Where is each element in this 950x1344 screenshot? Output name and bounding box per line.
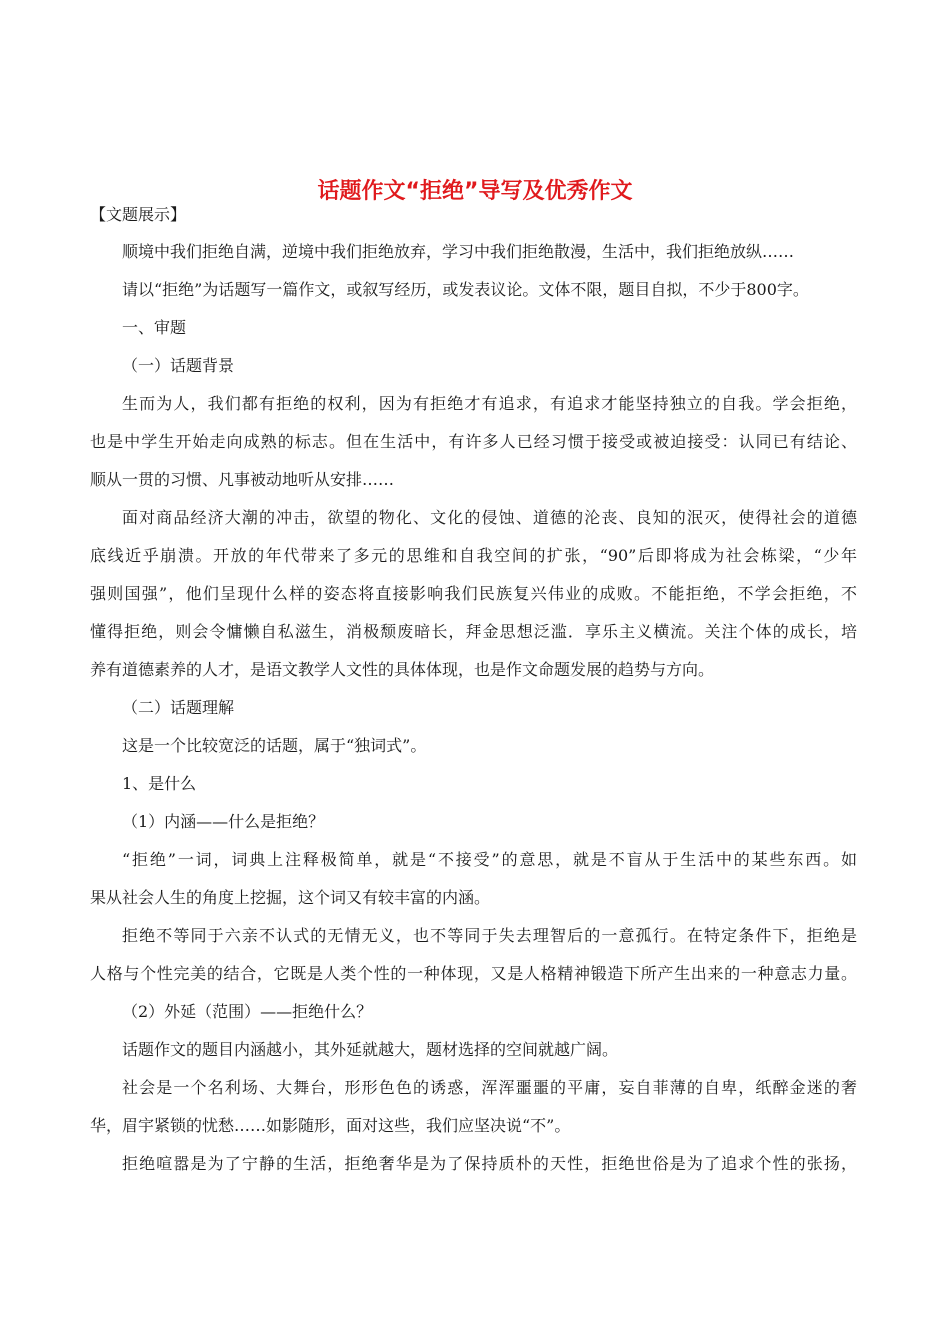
paragraph-line: 顺从一贯的习惯、凡事被动地听从安排…… <box>90 470 395 489</box>
document-title: 话题作文“拒绝”导写及优秀作文 <box>317 179 633 204</box>
paragraph-line: 面对商品经济大潮的冲击，欲望的物化、文化的侵蚀、道德的沦丧、良知的泯灭，使得社会的道德 <box>122 508 857 527</box>
section-heading: 一、审题 <box>122 318 187 337</box>
paragraph-line: 拒绝不等同于六亲不认式的无情无义，也不等同于失去理智后的一意孤行。在特定条件下，拒绝是 <box>122 926 857 945</box>
list-subheading: （1）内涵——什么是拒绝？ <box>122 812 325 831</box>
paragraph-line: 底线近乎崩溃。开放的年代带来了多元的思维和自我空间的扩张，“90”后即将成为社会栋梁，“少年 <box>90 546 857 565</box>
paragraph-line: 懂得拒绝，则会令慵懒自私滋生，消极颓废暗长，拜金思想泛滥．享乐主义横流。关注个体的成长，培 <box>90 622 857 641</box>
paragraph-line: 这是一个比较宽泛的话题，属于“独词式”。 <box>122 736 427 755</box>
paragraph-line: 社会是一个名利场、大舞台，形形色色的诱惑，浑浑噩噩的平庸，妄自菲薄的自卑，纸醉金迷的奢 <box>122 1078 857 1097</box>
paragraph-line: 养有道德素养的人才，是语文教学人文性的具体体现，也是作文命题发展的趋势与方向。 <box>90 660 715 679</box>
list-subheading: （2）外延（范围）——拒绝什么？ <box>122 1002 373 1021</box>
paragraph-line: 强则国强”，他们呈现什么样的姿态将直接影响我们民族复兴伟业的成败。不能拒绝，不学会拒绝，不 <box>90 584 857 603</box>
paragraph-line: 果从社会人生的角度上挖掘，这个词又有较丰富的内涵。 <box>90 888 491 907</box>
section-heading-topic-display: 【文题展示】 <box>90 205 187 224</box>
list-heading: 1、是什么 <box>122 774 197 793</box>
document-body <box>90 206 865 1174</box>
paragraph-line: 人格与个性完美的结合，它既是人类个性的一种体现，又是人格精神锻造下所产生出来的一种意志力量。 <box>90 964 857 983</box>
paragraph-line: “拒绝”一词，词典上注释极简单，就是“不接受”的意思，就是不盲从于生活中的某些东西。如 <box>122 850 857 869</box>
paragraph-line: 也是中学生开始走向成熟的标志。但在生活中，有许多人已经习惯于接受或被迫接受：认同已有结论、 <box>90 432 857 451</box>
paragraph-line: 请以“拒绝”为话题写一篇作文，或叙写经历，或发表议论。文体不限，题目自拟，不少于800字。 <box>122 280 809 299</box>
paragraph-line: 顺境中我们拒绝自满，逆境中我们拒绝放弃，学习中我们拒绝散漫，生活中，我们拒绝放纵…… <box>122 242 795 261</box>
paragraph-line: 华，眉宇紧锁的忧愁……如影随形，面对这些，我们应坚决说“不”。 <box>90 1116 571 1135</box>
paragraph-line: 拒绝喧嚣是为了宁静的生活，拒绝奢华是为了保持质朴的天性，拒绝世俗是为了追求个性的张扬， <box>122 1154 857 1173</box>
paragraph-line: 生而为人，我们都有拒绝的权利，因为有拒绝才有追求，有追求才能坚持独立的自我。学会拒绝， <box>122 394 857 413</box>
paragraph-line: 话题作文的题目内涵越小，其外延就越大，题材选择的空间就越广阔。 <box>122 1040 619 1059</box>
subsection-heading: （一）话题背景 <box>122 356 235 375</box>
subsection-heading: （二）话题理解 <box>122 698 235 717</box>
